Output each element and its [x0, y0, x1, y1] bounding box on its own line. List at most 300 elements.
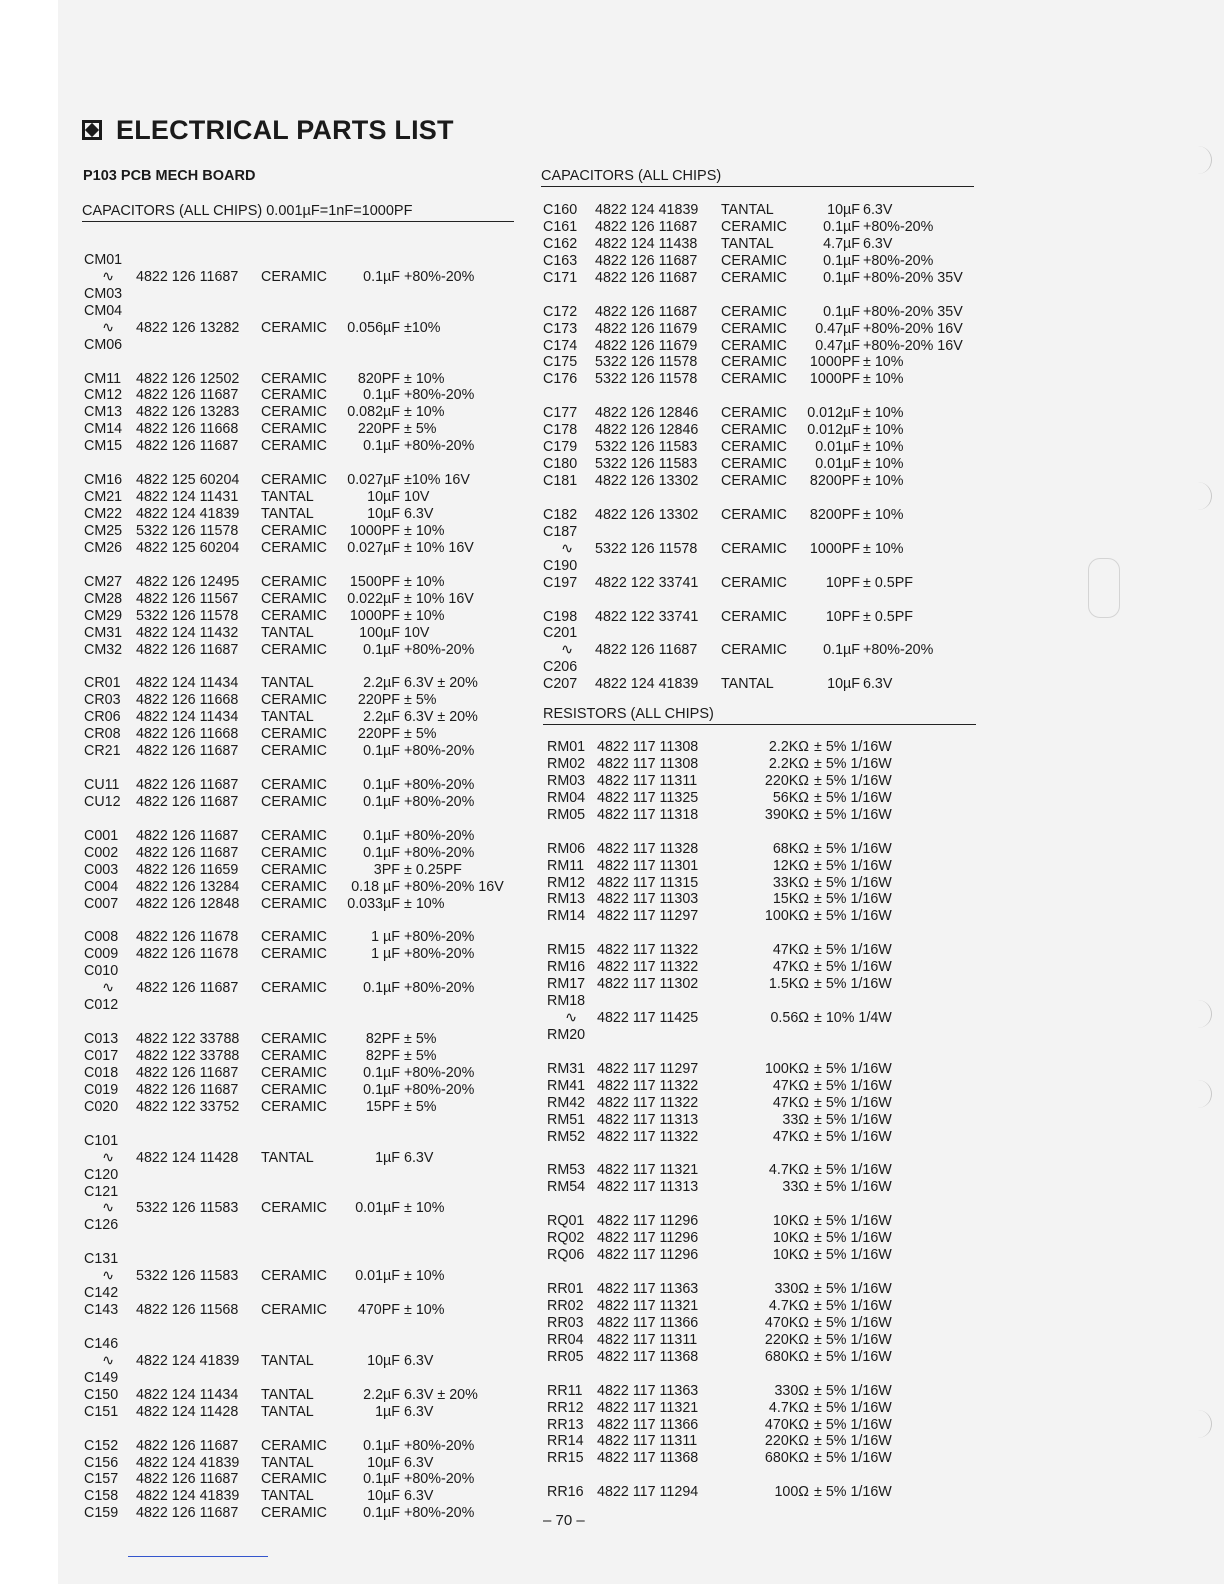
- table-row: [84, 1184, 524, 1201]
- ref-designator: CM22: [84, 506, 123, 522]
- part-value: 220KΩ: [764, 772, 809, 789]
- board-title: P103 PCB MECH BOARD: [83, 168, 256, 184]
- part-value: 8200PF: [809, 506, 860, 523]
- ref-designator: C171: [543, 269, 578, 286]
- part-number: 4822 126 11687: [136, 777, 239, 793]
- part-type: TANTAL: [261, 1352, 314, 1369]
- part-number: 5322 126 11578: [136, 607, 239, 624]
- ref-designator: C207: [543, 676, 578, 693]
- part-tolerance: ± 10% 16V: [404, 539, 474, 556]
- part-tolerance: ± 5% 1/16W: [814, 772, 892, 789]
- part-number: 4822 122 33788: [136, 1031, 240, 1048]
- part-type: CERAMIC: [261, 1098, 327, 1115]
- part-type: CERAMIC: [721, 574, 787, 591]
- table-row: [84, 1285, 524, 1302]
- table-row: [84, 1116, 524, 1133]
- part-value: 2.2KΩ: [768, 739, 809, 755]
- table-row: [547, 942, 977, 959]
- part-type: CERAMIC: [261, 743, 327, 760]
- table-row: [84, 1065, 524, 1082]
- table-row: [543, 253, 983, 270]
- part-tolerance: ± 10%: [863, 371, 904, 388]
- part-value: 2.2µF: [363, 675, 400, 692]
- ref-designator: C187: [543, 523, 578, 540]
- part-tolerance: ± 5% 1/16W: [814, 739, 892, 755]
- part-value: 330Ω: [774, 1281, 809, 1297]
- part-value: 470KΩ: [764, 1416, 809, 1433]
- table-row: [547, 1044, 977, 1061]
- part-tolerance: ± 5% 1/16W: [814, 1179, 892, 1196]
- part-value: 820PF: [357, 370, 400, 387]
- part-number: 4822 126 11687: [595, 269, 698, 286]
- part-tolerance: ± 10%: [404, 1200, 445, 1217]
- table-row: [543, 642, 983, 659]
- part-tolerance: ± 5%: [404, 692, 437, 709]
- part-number: 5322 126 11578: [595, 540, 698, 557]
- part-type: CERAMIC: [261, 268, 327, 285]
- part-number: 4822 117 11328: [597, 840, 699, 857]
- part-type: CERAMIC: [261, 946, 327, 963]
- part-type: CERAMIC: [261, 861, 327, 878]
- part-number: 4822 117 11321: [597, 1297, 699, 1314]
- part-number: 4822 126 13282: [136, 319, 240, 336]
- part-tolerance: +80%-20% 35V: [863, 269, 963, 286]
- part-tolerance: ± 5% 1/16W: [814, 755, 892, 772]
- part-type: CERAMIC: [261, 1302, 327, 1319]
- part-value: 0.056µF: [347, 319, 400, 336]
- table-row: [543, 524, 983, 541]
- part-number: 4822 124 11438: [595, 235, 698, 252]
- part-type: CERAMIC: [721, 252, 787, 269]
- table-row: [547, 1450, 977, 1467]
- part-tolerance: +80%-20%: [404, 1505, 475, 1522]
- part-type: CERAMIC: [261, 522, 327, 539]
- part-number: 4822 126 11687: [136, 743, 239, 760]
- ref-designator: C010: [84, 963, 119, 980]
- part-value: 2.2µF: [363, 1386, 400, 1403]
- part-type: CERAMIC: [721, 269, 787, 286]
- ref-designator: RM14: [547, 908, 586, 925]
- part-value: 47KΩ: [772, 959, 809, 976]
- ref-designator: C160: [543, 202, 578, 218]
- ref-designator: RM52: [547, 1128, 586, 1145]
- part-number: 4822 126 11687: [136, 387, 239, 404]
- left-capacitor-table: [84, 235, 524, 1522]
- table-row: [547, 925, 977, 942]
- ref-designator: RR11: [547, 1382, 583, 1399]
- part-number: 4822 126 11687: [595, 218, 698, 235]
- part-value: 10KΩ: [772, 1213, 809, 1230]
- part-value: 470KΩ: [764, 1314, 809, 1331]
- ref-designator: C173: [543, 320, 578, 337]
- part-tolerance: ± 5% 1/16W: [814, 891, 892, 908]
- part-value: 0.47µF: [815, 337, 860, 354]
- part-number: 4822 126 13302: [595, 473, 699, 489]
- ref-designator: C002: [84, 844, 119, 861]
- part-value: 47KΩ: [772, 1077, 809, 1094]
- table-row: [84, 743, 524, 760]
- part-number: 4822 117 11301: [597, 857, 699, 874]
- part-number: 4822 117 11325: [597, 789, 699, 806]
- part-number: 4822 117 11311: [597, 1331, 698, 1348]
- table-row: [84, 625, 524, 642]
- ref-designator: CR06: [84, 709, 121, 726]
- table-row: [547, 908, 977, 925]
- part-value: 220PF: [357, 421, 400, 438]
- part-value: 8200PF: [809, 473, 860, 489]
- table-row: [84, 980, 524, 997]
- part-number: 4822 117 11425: [597, 1010, 699, 1026]
- part-tolerance: 6.3V: [863, 202, 893, 218]
- part-value: 1 µF: [371, 946, 400, 963]
- part-tolerance: ± 10%: [404, 370, 445, 387]
- part-type: CERAMIC: [261, 1471, 327, 1488]
- part-value: 82PF: [365, 1048, 400, 1064]
- table-row: [543, 338, 983, 355]
- part-value: 4.7KΩ: [768, 1399, 809, 1416]
- table-row: [84, 1251, 524, 1268]
- table-row: [543, 388, 983, 405]
- ref-designator: C150: [84, 1386, 119, 1403]
- part-tolerance: ± 5%: [404, 1048, 437, 1064]
- part-tolerance: +80%-20%: [404, 743, 475, 760]
- part-value: 0.1µF: [363, 844, 400, 861]
- table-row: [84, 252, 524, 269]
- part-type: CERAMIC: [261, 590, 327, 607]
- ref-designator: RM51: [547, 1111, 586, 1128]
- part-type: CERAMIC: [261, 387, 327, 404]
- table-row: [84, 1234, 524, 1251]
- ref-designator: CM11: [84, 370, 122, 387]
- part-value: 100µF: [359, 624, 400, 641]
- part-type: CERAMIC: [261, 793, 327, 810]
- ref-designator: RM54: [547, 1179, 586, 1196]
- part-value: 1000PF: [349, 522, 400, 539]
- part-value: 1000PF: [809, 371, 860, 388]
- ref-designator: RR14: [547, 1433, 584, 1450]
- ref-designator: RM18: [547, 993, 586, 1010]
- part-tolerance: 10V: [404, 489, 430, 506]
- ref-designator: RR01: [547, 1281, 584, 1297]
- part-value: 0.1µF: [363, 980, 400, 997]
- part-number: 4822 117 11297: [597, 1060, 699, 1077]
- part-value: 0.18 µF: [351, 878, 400, 895]
- part-value: 10PF: [825, 574, 860, 591]
- part-tolerance: 6.3V: [404, 1352, 434, 1369]
- table-row: [543, 676, 983, 693]
- part-number: 4822 117 11296: [597, 1230, 699, 1247]
- table-row: [547, 1196, 977, 1213]
- part-number: 4822 124 41839: [136, 1454, 240, 1471]
- table-row: [84, 574, 524, 591]
- part-number: 4822 124 41839: [595, 676, 699, 693]
- part-value: 0.1µF: [823, 303, 860, 320]
- part-value: 0.1µF: [823, 269, 860, 286]
- part-value: 33Ω: [782, 1179, 809, 1196]
- part-tolerance: ± 5% 1/16W: [814, 1060, 892, 1077]
- table-row: [543, 592, 983, 609]
- part-type: CERAMIC: [721, 354, 787, 371]
- table-row: [84, 1200, 524, 1217]
- table-row: [84, 1150, 524, 1167]
- part-number: 4822 117 11322: [597, 1128, 699, 1145]
- part-tolerance: 6.3V ± 20%: [404, 1386, 478, 1403]
- binder-hole: [1189, 1080, 1212, 1108]
- part-tolerance: +80%-20%: [404, 268, 475, 285]
- part-value: 1500PF: [349, 573, 400, 590]
- ref-designator: C017: [84, 1048, 119, 1064]
- table-row: [84, 354, 524, 371]
- ref-designator: C101: [84, 1132, 119, 1149]
- table-row: [547, 739, 977, 756]
- ref-designator: CU11: [84, 777, 120, 793]
- ref-designator: C163: [543, 252, 578, 269]
- part-number: 4822 126 11687: [136, 1437, 239, 1454]
- part-tolerance: +80%-20%: [404, 1471, 475, 1488]
- part-tolerance: 6.3V: [404, 1454, 434, 1471]
- part-tolerance: ± 5%: [404, 1098, 437, 1115]
- part-value: 47KΩ: [772, 942, 809, 959]
- table-row: [84, 1082, 524, 1099]
- part-number: 5322 126 11583: [595, 439, 698, 456]
- part-tolerance: 6.3V: [404, 1403, 434, 1420]
- table-row: [547, 858, 977, 875]
- ref-designator: C004: [84, 878, 119, 895]
- part-tolerance: +80%-20%: [863, 218, 934, 235]
- part-tolerance: ± 5% 1/16W: [814, 1382, 892, 1399]
- table-row: [547, 756, 977, 773]
- part-value: 82PF: [365, 1031, 400, 1048]
- table-row: [84, 1455, 524, 1472]
- ref-designator: C149: [84, 1369, 119, 1386]
- part-type: TANTAL: [721, 202, 774, 218]
- ref-designator: C146: [84, 1335, 119, 1352]
- table-row: [547, 807, 977, 824]
- part-tolerance: ±10%: [404, 319, 441, 336]
- part-number: 4822 126 11668: [136, 421, 239, 438]
- part-number: 4822 124 41839: [136, 1488, 240, 1505]
- table-row: [543, 507, 983, 524]
- part-tolerance: ± 0.25PF: [404, 861, 462, 878]
- ref-designator: CM12: [84, 387, 123, 404]
- part-number: 4822 124 11434: [136, 675, 239, 692]
- ref-designator: RR15: [547, 1450, 584, 1467]
- part-tolerance: ± 10%: [863, 540, 904, 557]
- ref-designator: RM05: [547, 806, 586, 823]
- part-value: 10µF: [827, 676, 860, 693]
- table-row: [84, 794, 524, 811]
- part-value: 10µF: [367, 506, 400, 522]
- ref-designator: CM26: [84, 539, 123, 556]
- part-number: 5322 126 11583: [595, 456, 698, 473]
- part-number: 4822 126 11687: [595, 252, 698, 269]
- table-row: [84, 523, 524, 540]
- table-row: [547, 1281, 977, 1298]
- table-row: [547, 1264, 977, 1281]
- part-tolerance: ± 5% 1/16W: [814, 1230, 892, 1247]
- part-type: CERAMIC: [261, 472, 327, 489]
- part-number: 4822 117 11322: [597, 1094, 699, 1111]
- part-tolerance: ± 5% 1/16W: [814, 959, 892, 976]
- table-row: [84, 337, 524, 354]
- table-row: [547, 824, 977, 841]
- part-value: 3PF: [373, 861, 400, 878]
- ref-designator: C201: [543, 625, 578, 642]
- part-type: CERAMIC: [721, 540, 787, 557]
- ref-designator: CM01: [84, 251, 123, 268]
- ref-designator: CM21: [84, 489, 123, 506]
- part-number: 4822 124 41839: [595, 202, 699, 218]
- part-number: 5322 126 11583: [136, 1268, 239, 1285]
- part-value: 1000PF: [809, 540, 860, 557]
- resistors-heading: RESISTORS (ALL CHIPS): [543, 706, 976, 725]
- part-tolerance: 6.3V: [863, 676, 893, 693]
- ref-designator: CR03: [84, 692, 121, 709]
- part-value: 10PF: [825, 608, 860, 625]
- ref-designator: ∿: [561, 642, 573, 659]
- table-row: [84, 1505, 524, 1522]
- table-row: [543, 270, 983, 287]
- ref-designator: CM16: [84, 472, 123, 489]
- ref-designator: C009: [84, 946, 119, 963]
- table-row: [84, 811, 524, 828]
- table-row: [547, 1332, 977, 1349]
- table-row: [547, 1484, 977, 1501]
- ref-designator: CM03: [84, 285, 123, 302]
- ref-designator: RM04: [547, 789, 586, 806]
- table-row: [84, 879, 524, 896]
- table-row: [547, 993, 977, 1010]
- binder-hole: [1189, 482, 1212, 510]
- part-number: 4822 126 12495: [136, 573, 240, 590]
- table-row: [547, 1417, 977, 1434]
- framed-diamond-icon: [82, 120, 102, 140]
- part-number: 4822 117 11368: [597, 1348, 699, 1365]
- part-value: 0.033µF: [347, 895, 400, 912]
- table-row: [547, 1179, 977, 1196]
- part-type: CERAMIC: [261, 895, 327, 912]
- ref-designator: C012: [84, 997, 119, 1014]
- part-tolerance: ± 5% 1/16W: [814, 1247, 892, 1264]
- table-row: [547, 1146, 977, 1163]
- table-row: [543, 490, 983, 507]
- ref-designator: RR13: [547, 1416, 584, 1433]
- part-tolerance: ± 10%: [863, 456, 904, 473]
- part-value: 0.1µF: [363, 1437, 400, 1454]
- ref-designator: RQ02: [547, 1230, 585, 1247]
- part-type: TANTAL: [261, 675, 314, 692]
- part-value: 0.01µF: [815, 439, 860, 456]
- table-row: [84, 506, 524, 523]
- part-number: 4822 126 11687: [136, 268, 239, 285]
- part-value: 15PF: [365, 1098, 400, 1115]
- table-row: [543, 202, 983, 219]
- part-tolerance: ± 10% 1/4W: [814, 1010, 892, 1026]
- part-value: 680KΩ: [764, 1348, 809, 1365]
- part-value: 0.027µF: [347, 539, 400, 556]
- table-row: [84, 1302, 524, 1319]
- part-value: 10KΩ: [772, 1230, 809, 1247]
- ref-designator: ∿: [102, 1149, 114, 1166]
- part-value: 0.1µF: [363, 1505, 400, 1522]
- ref-designator: C174: [543, 337, 578, 354]
- ref-designator: CM14: [84, 421, 123, 438]
- part-number: 4822 117 11322: [597, 959, 699, 976]
- part-value: 0.1µF: [823, 252, 860, 269]
- table-row: [84, 1471, 524, 1488]
- table-row: [543, 541, 983, 558]
- part-tolerance: ± 5%: [404, 726, 437, 743]
- ref-designator: RM17: [547, 976, 586, 993]
- ref-designator: RM03: [547, 772, 586, 789]
- part-type: CERAMIC: [261, 1031, 327, 1048]
- part-tolerance: 6.3V: [863, 235, 893, 252]
- part-tolerance: ± 10%: [404, 1302, 445, 1319]
- table-row: [84, 963, 524, 980]
- part-number: 4822 117 11302: [597, 976, 699, 993]
- part-value: 47KΩ: [772, 1094, 809, 1111]
- ref-designator: CM04: [84, 302, 123, 319]
- part-tolerance: +80%-20% 16V: [863, 337, 963, 354]
- part-value: 47KΩ: [772, 1128, 809, 1145]
- part-tolerance: 6.3V: [404, 1149, 434, 1166]
- part-type: TANTAL: [261, 1454, 314, 1471]
- table-row: [84, 303, 524, 320]
- part-number: 4822 124 41839: [136, 506, 240, 522]
- part-number: 5322 126 11578: [595, 354, 698, 371]
- part-type: CERAMIC: [261, 878, 327, 895]
- part-type: CERAMIC: [721, 371, 787, 388]
- part-value: 1 µF: [371, 929, 400, 946]
- ref-designator: C182: [543, 506, 578, 523]
- part-tolerance: ± 5%: [404, 421, 437, 438]
- table-row: [84, 896, 524, 913]
- part-tolerance: +80%-20%: [404, 1081, 475, 1098]
- part-type: CERAMIC: [721, 337, 787, 354]
- part-value: 10µF: [367, 1352, 400, 1369]
- part-number: 5322 126 11583: [136, 1200, 239, 1217]
- table-row: [84, 1268, 524, 1285]
- table-row: [543, 321, 983, 338]
- part-tolerance: ± 10%: [863, 422, 904, 439]
- part-type: CERAMIC: [261, 1437, 327, 1454]
- table-row: [84, 269, 524, 286]
- part-type: TANTAL: [261, 1149, 314, 1166]
- ref-designator: RM31: [547, 1060, 586, 1077]
- ref-designator: C001: [84, 827, 119, 844]
- table-row: [543, 456, 983, 473]
- table-row: [547, 1112, 977, 1129]
- ref-designator: C180: [543, 456, 578, 473]
- part-type: CERAMIC: [721, 218, 787, 235]
- part-value: 68KΩ: [772, 840, 809, 857]
- ref-designator: C008: [84, 929, 119, 946]
- ref-designator: C190: [543, 557, 578, 574]
- table-row: [547, 1433, 977, 1450]
- part-type: CERAMIC: [721, 303, 787, 320]
- footer-rule: [128, 1556, 268, 1557]
- part-tolerance: ± 5% 1/16W: [814, 1331, 892, 1348]
- part-tolerance: ± 5% 1/16W: [814, 1450, 892, 1467]
- part-number: 4822 124 11434: [136, 709, 239, 726]
- part-value: 100Ω: [774, 1484, 809, 1501]
- ref-designator: RM12: [547, 874, 586, 891]
- part-number: 4822 117 11318: [597, 806, 699, 823]
- part-value: 0.012µF: [807, 405, 860, 422]
- part-number: 4822 122 33741: [595, 608, 699, 625]
- part-number: 4822 117 11321: [597, 1399, 699, 1416]
- part-number: 4822 122 33741: [595, 574, 699, 591]
